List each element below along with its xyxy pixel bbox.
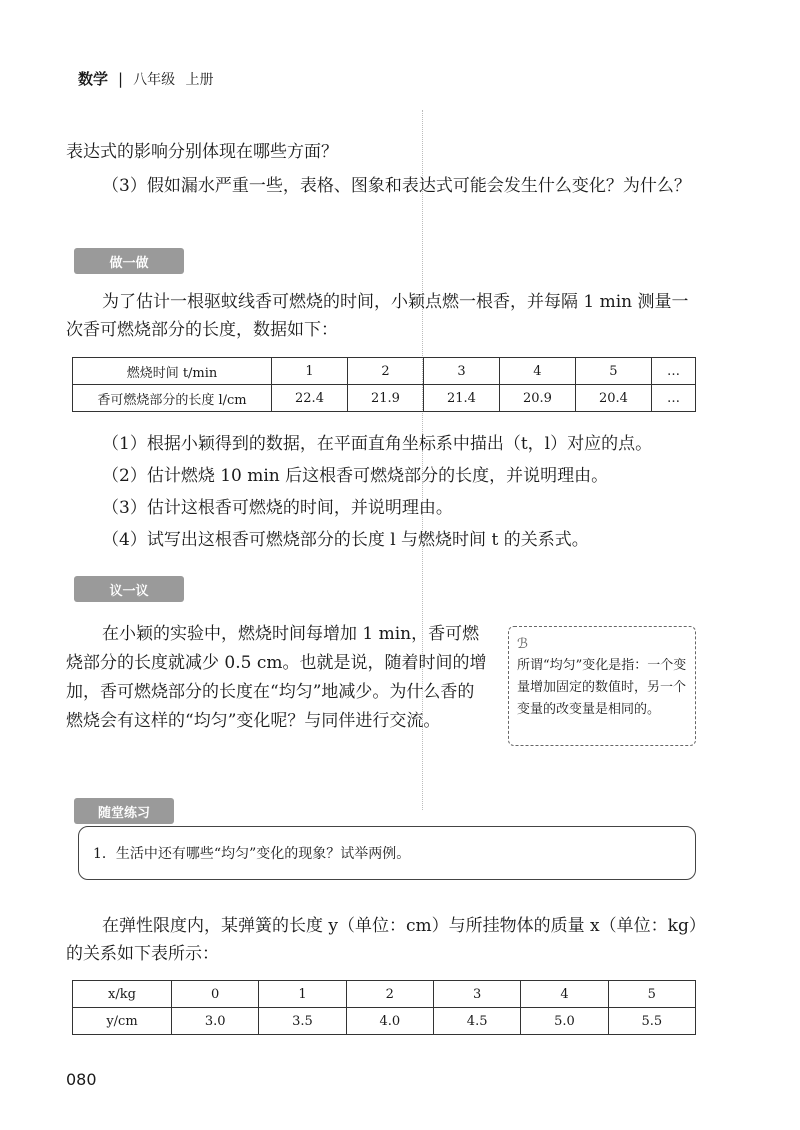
discussion-paragraph: 在小颖的实验中，燃烧时间每增加 1 min，香可燃烧部分的长度就减少 0.5 cm。也就是说，随着时间的增加，香可燃烧部分的长度在“均匀”地减少。为什么香的燃烧会有这样的“均匀”变化呢？与同伴进行交流。 — [66, 624, 487, 731]
table-cell: 5.5 — [608, 1008, 695, 1035]
page-header — [78, 68, 214, 89]
hint-text: 所谓“均匀”变化是指：一个变量增加固定的数值时，另一个变量的改变量是相同的。 — [517, 658, 687, 717]
table-cell: 4.0 — [346, 1008, 433, 1035]
table-cell: 20.4 — [575, 385, 651, 412]
exercise-box — [78, 826, 696, 880]
page-number: 080 — [66, 1070, 97, 1089]
candle-intro-paragraph: 为了估计一根驱蚊线香可燃烧的时间，小颖点燃一根香，并每隔 1 min 测量一次香可燃烧部分的长度，数据如下： — [66, 292, 689, 340]
spring-data-table — [72, 980, 696, 1035]
intro-line: 表达式的影响分别体现在哪些方面？ — [66, 142, 338, 162]
question-item: （1）根据小颖得到的数据，在平面直角坐标系中描出（t，l）对应的点。 — [102, 434, 653, 454]
exercise-item: 1．生活中还有哪些“均匀”变化的现象？试举两例。 — [93, 846, 411, 862]
table-cell: 22.4 — [272, 385, 348, 412]
table-cell: 4 — [499, 358, 575, 385]
table-cell: 0 — [172, 981, 259, 1008]
table-cell: 3 — [433, 981, 520, 1008]
table-cell: 2 — [347, 358, 423, 385]
row-label-time: 燃烧时间 t/min — [73, 358, 272, 385]
table-cell: 3.5 — [259, 1008, 346, 1035]
row-label-length-y: y/cm — [73, 1008, 172, 1035]
table-cell: 3 — [423, 358, 499, 385]
table-cell: 1 — [272, 358, 348, 385]
table-row — [73, 358, 696, 385]
practice-badge: 随堂练习 — [74, 798, 174, 824]
question-item: （3）估计这根香可燃烧的时间，并说明理由。 — [102, 498, 453, 518]
subject-label: 数学 — [78, 70, 109, 88]
table-cell: 4 — [521, 981, 608, 1008]
table-cell: 5.0 — [521, 1008, 608, 1035]
table-cell: 21.9 — [347, 385, 423, 412]
volume-label: 上册 — [185, 72, 214, 88]
table-row — [73, 1008, 696, 1035]
table-cell: … — [651, 358, 695, 385]
section-badge-do: 做一做 — [74, 248, 184, 274]
row-label-mass: x/kg — [73, 981, 172, 1008]
grade-label: 八年级 — [133, 72, 176, 88]
hint-icon: ℬ — [517, 636, 529, 652]
row-label-length: 香可燃烧部分的长度 l/cm — [73, 385, 272, 412]
table-cell: 2 — [346, 981, 433, 1008]
table-row — [73, 981, 696, 1008]
question-3: （3）假如漏水严重一些，表格、图象和表达式可能会发生什么变化？为什么？ — [102, 176, 691, 196]
table-row — [73, 385, 696, 412]
table-cell: 21.4 — [423, 385, 499, 412]
table-cell: 20.9 — [499, 385, 575, 412]
candle-data-table — [72, 357, 696, 412]
header-separator: | — [118, 70, 124, 88]
table-cell: 5 — [575, 358, 651, 385]
table-cell: 4.5 — [433, 1008, 520, 1035]
question-item: （4）试写出这根香可燃烧部分的长度 l 与燃烧时间 t 的关系式。 — [102, 530, 589, 550]
hint-box — [508, 626, 696, 746]
spring-intro-paragraph: 在弹性限度内，某弹簧的长度 y（单位：cm）与所挂物体的质量 x（单位：kg）的关系如下表所示： — [66, 916, 698, 964]
table-cell: … — [651, 385, 695, 412]
table-cell: 5 — [608, 981, 695, 1008]
section-badge-discuss: 议一议 — [74, 576, 184, 602]
table-cell: 3.0 — [172, 1008, 259, 1035]
table-cell: 1 — [259, 981, 346, 1008]
question-item: （2）估计燃烧 10 min 后这根香可燃烧部分的长度，并说明理由。 — [102, 466, 609, 486]
